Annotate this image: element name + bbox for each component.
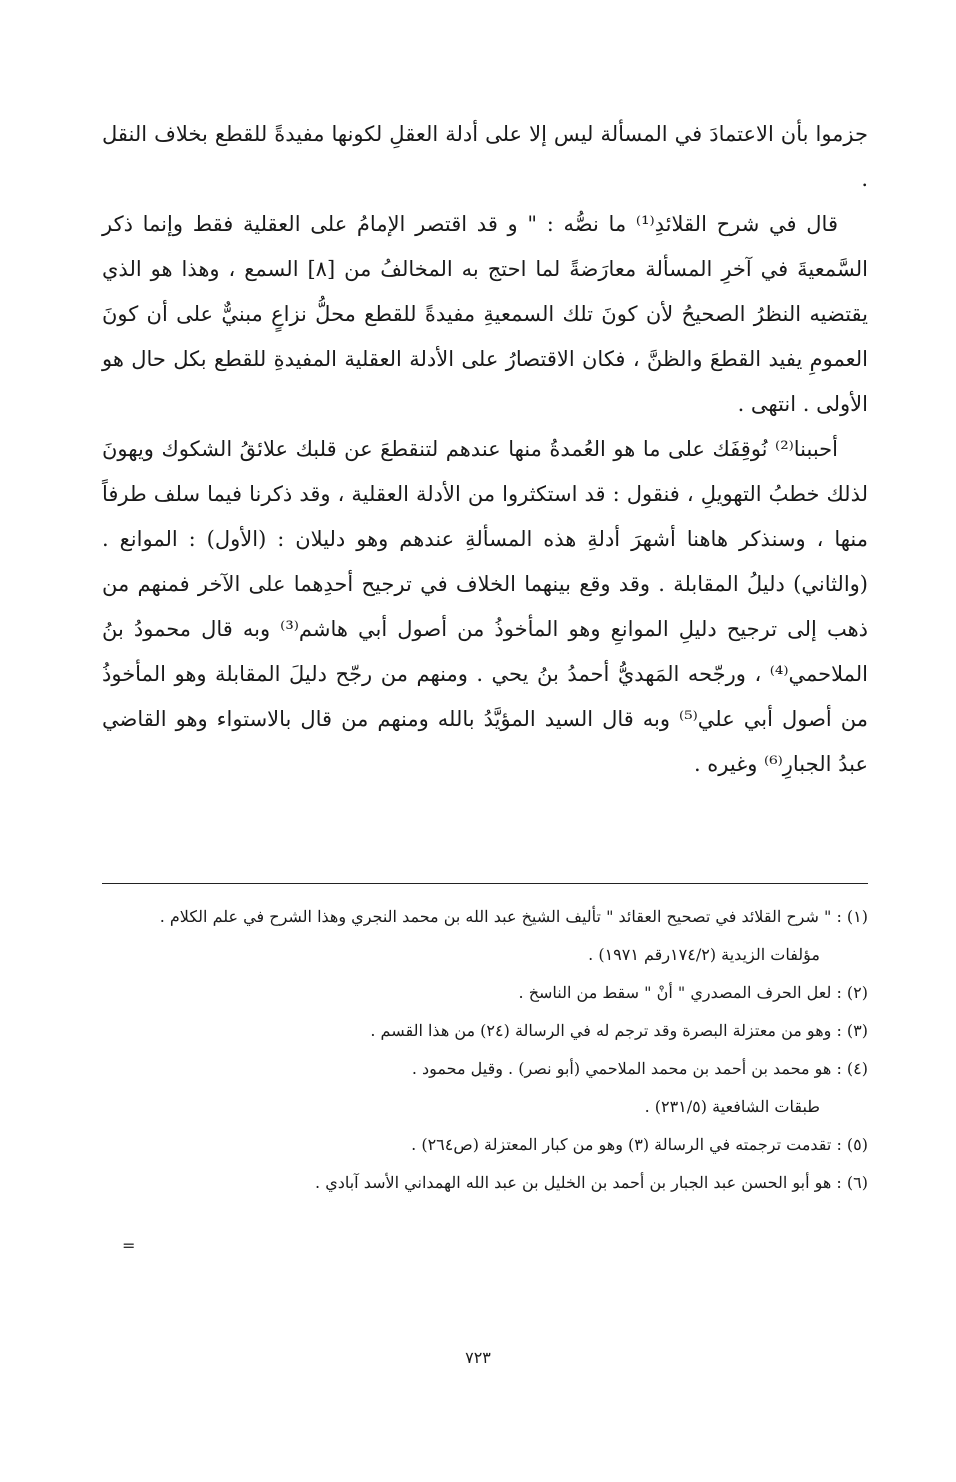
footnote-5: (٥) : تقدمت ترجمته في الرسالة (٣) وهو من كبار المعتزلة (ص٢٦٤) . [411, 1135, 868, 1154]
main-text [102, 112, 868, 787]
footnote-4: (٤) : هو محمد بن أحمد بن محمد الملاحمي (أبو نصر) . وقيل محمود . [411, 1059, 868, 1078]
paragraph-3: أحببنا⁽²⁾ نُوقِفَك على ما هو العُمدةُ منها عندهم لتنقطعَ عن قلبك علائقُ الشكوك ويهونَ لذلك خطبُ التهويلِ ، فنقول : قد استكثروا من الأدلة العقلية ، وقد ذكرنا فيما سلف طرفاً منها ، وسنذكر هاهنا أشهرَ أدلةِ هذه المسألةِ عندهم وهو دليلان : (الأول) : الموانع . (والثاني) دليلُ المقابلة . وقد وقع بينهما الخلاف في ترجيح أحدِهما على الآخر فمنهم من ذهب إلى ترجيح دليلِ الموانعِ وهو المأخوذُ من أصول أبي هاشم⁽³⁾ وبه قال محمودُ بنُ الملاحمي⁽⁴⁾ ، ورجّحه المَهديُّ أحمدُ بنُ يحي . ومنهم من رجّح دليلَ المقابلة وهو المأخوذُ من أصول أبي علي⁽⁵⁾ وبه قال السيد المؤيَّدُ بالله ومنهم من قال بالاستواء وهو القاضي عبدُ الجبارِ⁽⁶⁾ وغيره . [102, 437, 868, 776]
paragraph-2: قال في شرح القلائدِ⁽¹⁾ ما نصُّه : " و قد اقتصر الإمامُ على العقلية فقط وإنما ذكر السَّمعيةَ في آخرِ المسألة معارَضةً لما احتج به المخالفُ من [٨] السمع ، وهذا هو الذي يقتضيه النظرُ الصحيحُ لأن كونَ تلك السمعيةِ مفيدةً للقطع محلُّ نزاعٍ مبنيٌّ على أن كونَ العمومِ يفيد القطعَ والظنَّ ، فكان الاقتصارُ على الأدلة العقلية المفيدةِ للقطع بكل حال هو الأولى . انتهى . [102, 212, 868, 416]
footnote-4-source: طبقات الشافعية (٢٣١/٥) . [644, 1097, 820, 1116]
footnote-1-source: مؤلفات الزيدية (١٧٤/٢رقم ١٩٧١) . [588, 945, 820, 964]
footnote-divider [102, 883, 868, 884]
footnote-2: (٢) : لعل الحرف المصدري " أنْ " سقط من الناسخ . [518, 983, 868, 1002]
footnote-3: (٣) : وهو من معتزلة البصرة وقد ترجم له في الرسالة (٢٤) من هذا القسم . [370, 1021, 868, 1040]
footnote-6: (٦) : هو أبو الحسن عبد الجبار بن أحمد بن الخليل بن عبد الله الهمداني الأسد آبادي . [315, 1173, 868, 1192]
continuation-mark: = [122, 1236, 136, 1255]
page-number: ٧٢٣ [465, 1348, 491, 1367]
paragraph-1: جزموا بأن الاعتمادَ في المسألة ليس إلا على أدلة العقلِ لكونها مفيدةً للقطع بخلاف النقل . [102, 122, 868, 191]
footnotes [102, 898, 868, 1202]
footnote-1: (١) : " شرح القلائد في تصحيح العقائد " تأليف الشيخ عبد الله بن محمد النجري وهذا الشرح في علم الكلام . [159, 907, 868, 926]
